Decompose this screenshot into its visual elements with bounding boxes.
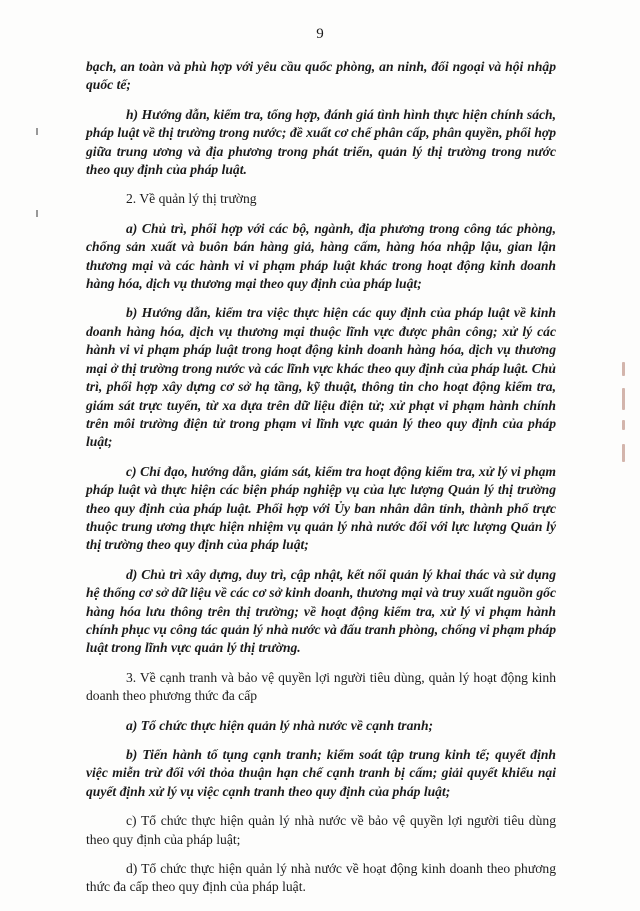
paragraph-2b: b) Hướng dẫn, kiểm tra việc thực hiện các quy định của pháp luật về kinh doanh hàng hóa, dịch vụ thương mại thuộc lĩnh vực được phân công; xử lý các hành vi vi phạm pháp luật trong hoạt động kinh doanh hàng hóa, dịch vụ thương mại ở thị trường trong nước và các lĩnh vực khác theo quy định của pháp luật. Chủ trì, phối hợp xây dựng cơ sở hạ tầng, kỹ thuật, thông tin cho hoạt động kiểm tra, giám sát trực tuyến, từ xa dựa trên dữ liệu điện tử; xử phạt vi phạm hành chính trên môi trường điện tử trong phạm vi lĩnh vực quản lý theo quy định của pháp luật; (86, 305, 556, 450)
scan-mark (622, 420, 625, 430)
paragraph-2c: c) Chỉ đạo, hướng dẫn, giám sát, kiểm tra hoạt động kiểm tra, xử lý vi phạm pháp luật và thực hiện các biện pháp nghiệp vụ của lực lượng Quản lý thị trường theo quy định của pháp luật. Phối hợp với Ủy ban nhân dân tỉnh, thành phố trực thuộc trung ương thực hiện nhiệm vụ quản lý nhà nước đối với lực lượng Quản lý thị trường theo quy định của pháp luật; (86, 463, 556, 553)
paragraph-3b: b) Tiến hành tố tụng cạnh tranh; kiểm soát tập trung kinh tế; quyết định việc miễn trừ đối với thỏa thuận hạn chế cạnh tranh bị cấm; giải quyết khiếu nại quyết định xử lý vụ việc cạnh tranh theo quy định của pháp luật; (86, 747, 556, 799)
document-body (86, 58, 556, 908)
scan-mark (622, 444, 625, 462)
scan-mark (622, 388, 625, 410)
paragraph-2d: d) Chủ trì xây dựng, duy trì, cập nhật, kết nối quản lý khai thác và sử dụng hệ thống cơ sở dữ liệu về các cơ sở kinh doanh, thương mại và truy xuất nguồn gốc hàng hóa lưu thông trên thị trường; về hoạt động kiểm tra, xử lý vi phạm hành chính phục vụ công tác quản lý nhà nước và đấu tranh phòng, chống vi phạm pháp luật trong lĩnh vực quản lý thị trường. (86, 566, 556, 656)
section-heading-2: 2. Về quản lý thị trường (126, 191, 257, 207)
paragraph-continuation: bạch, an toàn và phù hợp với yêu cầu quốc phòng, an ninh, đối ngoại và hội nhập quốc tế; (86, 59, 556, 93)
paragraph-3d: d) Tổ chức thực hiện quản lý nhà nước về hoạt động kinh doanh theo phương thức đa cấp theo quy định của pháp luật. (86, 861, 556, 895)
scan-mark (622, 362, 625, 376)
section-heading-3: 3. Về cạnh tranh và bảo vệ quyền lợi người tiêu dùng, quản lý hoạt động kinh doanh theo phương thức đa cấp (86, 669, 556, 704)
paragraph-2a: a) Chủ trì, phối hợp với các bộ, ngành, địa phương trong công tác phòng, chống sản xuất và buôn bán hàng giả, hàng cấm, hàng hóa nhập lậu, gian lận thương mại và các hành vi vi phạm pháp luật khác trong hoạt động kinh doanh hàng hóa, dịch vụ thương mại theo quy định của pháp luật; (86, 220, 556, 292)
page-number: 9 (316, 26, 324, 42)
paragraph-3a: a) Tổ chức thực hiện quản lý nhà nước về cạnh tranh; (126, 717, 434, 733)
paragraph-3c: c) Tổ chức thực hiện quản lý nhà nước về bảo vệ quyền lợi người tiêu dùng theo quy định của pháp luật; (86, 813, 556, 847)
paragraph-h: h) Hướng dẫn, kiểm tra, tổng hợp, đánh giá tình hình thực hiện chính sách, pháp luật về thị trường trong nước; đề xuất cơ chế phân cấp, phân quyền, phối hợp giữa trung ương và địa phương trong phát triển, quản lý thị trường trong nước theo quy định của pháp luật. (86, 106, 556, 178)
margin-mark (36, 210, 38, 217)
margin-mark (36, 128, 38, 135)
